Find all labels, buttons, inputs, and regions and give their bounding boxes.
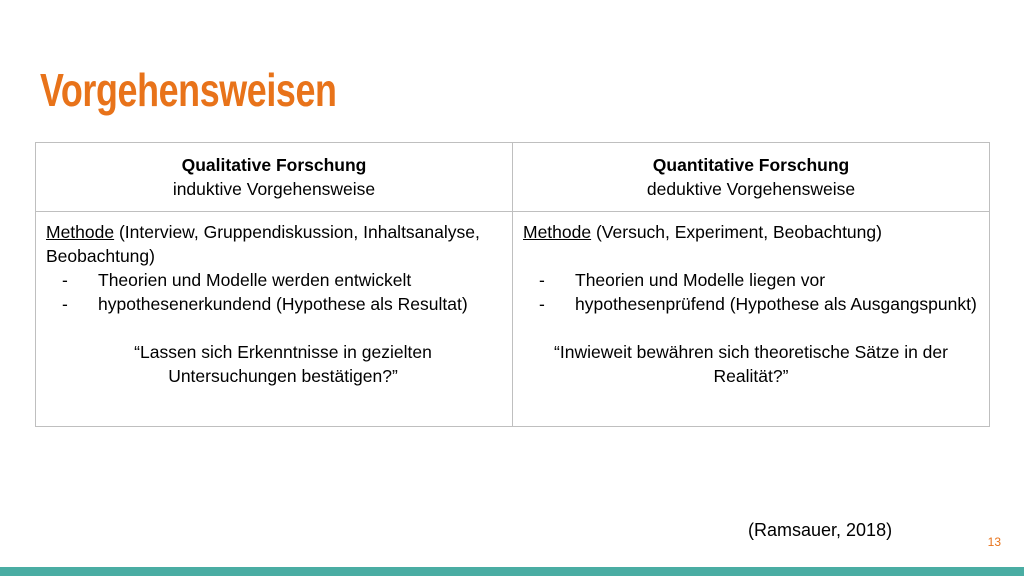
- spacer: [46, 316, 502, 340]
- method-label: Methode: [523, 222, 592, 242]
- column-subheading-quantitative: deduktive Vorgehensweise: [646, 179, 856, 199]
- method-text: (Interview, Gruppendiskussion, Inhaltsanalyse, Beobachtung): [46, 222, 480, 266]
- quote-qualitative: “Lassen sich Erkenntnisse in gezielten Untersuchungen bestätigen?”: [134, 342, 432, 386]
- method-text: (Versuch, Experiment, Beobachtung): [591, 222, 882, 242]
- footer-bar: [0, 567, 1024, 576]
- header-cell-quantitative: [513, 143, 990, 212]
- dash-bullet: -: [62, 270, 68, 290]
- slide-title: Vorgehensweisen: [40, 64, 337, 116]
- method-line-quantitative: [523, 220, 979, 244]
- page-number: 13: [987, 535, 1001, 549]
- method-line-qualitative: [46, 220, 502, 268]
- method-label: Methode: [46, 222, 115, 242]
- dash-bullet: -: [539, 294, 545, 314]
- list-item: [523, 268, 979, 292]
- comparison-table: [35, 142, 990, 427]
- spacer: [523, 244, 979, 268]
- points-list-qualitative: [46, 268, 502, 316]
- body-cell-quantitative: [513, 212, 990, 427]
- spacer: [523, 316, 979, 340]
- quote-quantitative: “Inwieweit bewähren sich theoretische Sätze in der Realität?”: [554, 342, 948, 386]
- list-item-text: hypothesenerkundend (Hypothese als Resultat): [98, 294, 468, 314]
- list-item: [46, 292, 502, 316]
- list-item: [46, 268, 502, 292]
- points-list-quantitative: [523, 268, 979, 316]
- table-body-row: [36, 212, 990, 427]
- column-subheading-qualitative: induktive Vorgehensweise: [172, 179, 376, 199]
- list-item-text: Theorien und Modelle liegen vor: [575, 270, 826, 290]
- list-item-text: hypothesenprüfend (Hypothese als Ausgangspunkt): [575, 294, 977, 314]
- body-cell-qualitative: [36, 212, 513, 427]
- table-header-row: [36, 143, 990, 212]
- column-heading-quantitative: Quantitative Forschung: [652, 155, 850, 175]
- header-cell-qualitative: [36, 143, 513, 212]
- column-heading-qualitative: Qualitative Forschung: [181, 155, 367, 175]
- dash-bullet: -: [539, 270, 545, 290]
- citation: (Ramsauer, 2018): [748, 520, 893, 540]
- dash-bullet: -: [62, 294, 68, 314]
- list-item: [523, 292, 979, 316]
- list-item-text: Theorien und Modelle werden entwickelt: [98, 270, 412, 290]
